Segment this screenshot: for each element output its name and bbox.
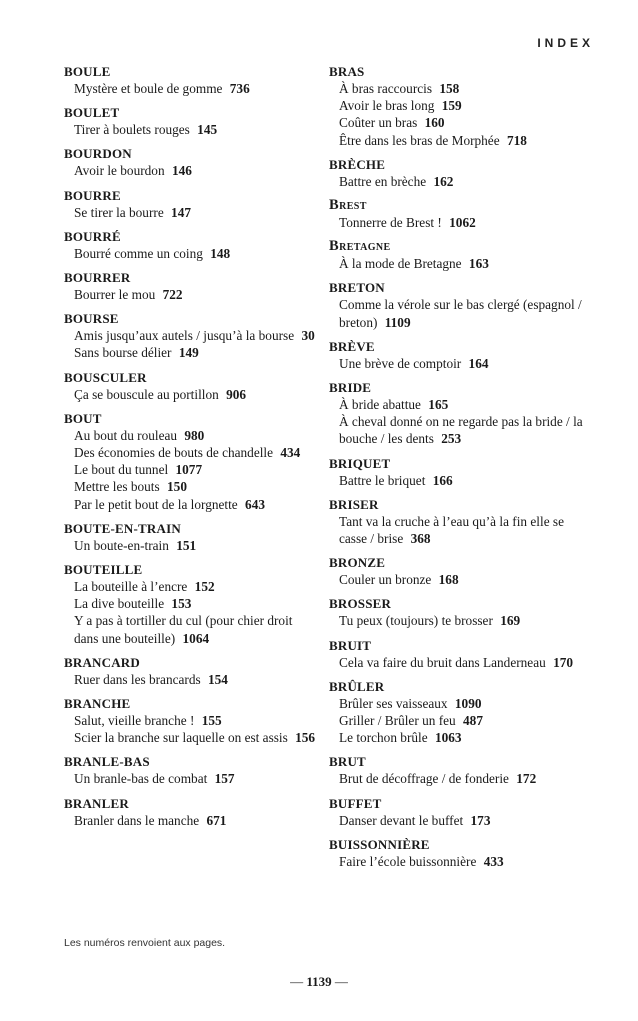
index-subentry (64, 245, 316, 262)
page-reference: 722 (162, 287, 183, 303)
index-subentry (64, 344, 316, 361)
subentry-text: Avoir le bras long (339, 98, 435, 114)
subentry-text: Faire l’école buissonnière (339, 853, 477, 869)
index-entry (64, 753, 316, 787)
index-headword: BOURDON (64, 146, 132, 162)
index-column-right (329, 63, 591, 877)
index-subentry (64, 671, 316, 688)
index-subentry (64, 386, 316, 403)
index-subentry (64, 770, 316, 787)
index-headword: Bretagne (329, 238, 391, 255)
index-subentry (329, 355, 591, 372)
index-headword: BOUT (64, 410, 102, 426)
page-reference: 487 (463, 713, 483, 729)
index-subentry (329, 571, 591, 588)
page-reference: 173 (470, 812, 491, 828)
page-reference: 172 (516, 771, 537, 787)
index-subentry (329, 296, 591, 330)
index-headword: BOURSE (64, 311, 119, 327)
index-subentry (64, 612, 316, 646)
subentry-text: Bourrer le mou (74, 287, 156, 303)
index-subentry (64, 812, 316, 829)
index-subentry (64, 121, 316, 138)
index-headword: Brest (329, 197, 367, 214)
index-entry (64, 228, 316, 262)
index-subentry (329, 396, 591, 413)
index-headword: BOURRE (64, 187, 121, 203)
index-subentry (64, 578, 316, 595)
index-headword: BOUTEILLE (64, 562, 143, 578)
index-entry (64, 520, 316, 554)
index-subentry (64, 729, 316, 746)
index-headword: BOUSCULER (64, 369, 147, 385)
page-reference: 253 (441, 431, 462, 447)
page-reference: 150 (167, 479, 187, 495)
index-subentry (329, 97, 591, 114)
subentry-text: Danser devant le buffet (339, 812, 464, 828)
index-subentry (329, 413, 591, 447)
subentry-text: Battre le briquet (339, 472, 426, 488)
subentry-text: Coûter un bras (339, 115, 418, 131)
index-headword: BUISSONNIÈRE (329, 836, 430, 852)
index-entry (329, 455, 591, 489)
index-subentry (64, 286, 316, 303)
index-subentry (329, 114, 591, 131)
subentry-text: Amis jusqu’aux autels / jusqu’à la bourse (74, 328, 295, 344)
subentry-text: Avoir le bourdon (74, 163, 165, 179)
page-reference: 906 (226, 386, 247, 402)
index-subentry (64, 327, 316, 344)
subentry-text: Un branle-bas de combat (74, 771, 208, 787)
page-reference: 159 (441, 98, 462, 114)
subentry-text: Comme la vérole sur le bas clergé (espagnol / breton) (339, 297, 582, 330)
index-subentry (64, 444, 316, 461)
subentry-text: Tu peux (toujours) te brosser (339, 613, 493, 629)
index-entry (329, 678, 591, 747)
page-reference: 160 (424, 115, 445, 131)
page-reference: 980 (184, 427, 205, 443)
page-reference: 147 (171, 204, 191, 220)
subentry-text: Ça se bouscule au portillon (74, 386, 219, 402)
subentry-text: Tirer à boulets rouges (74, 122, 190, 138)
index-entry (64, 795, 316, 829)
index-subentry (329, 654, 591, 671)
index-subentry (329, 612, 591, 629)
page-reference: 718 (506, 132, 527, 148)
page-reference: 148 (210, 245, 231, 261)
index-entry (329, 338, 591, 372)
page-reference: 368 (410, 531, 431, 547)
folio-dash-left: — (290, 974, 304, 989)
index-entry (64, 695, 316, 746)
index-headword: BRANCHE (64, 696, 131, 712)
page-reference: 1090 (454, 695, 482, 711)
index-headword: BRÛLER (329, 678, 385, 694)
page-reference: 1077 (175, 462, 203, 478)
index-headword: BRIQUET (329, 455, 391, 471)
page-reference: 168 (438, 572, 459, 588)
page-reference: 1064 (182, 630, 210, 646)
subentry-text: Cela va faire du bruit dans Landerneau (339, 654, 546, 670)
page-reference: 165 (428, 397, 449, 413)
index-headword: BRÈVE (329, 338, 375, 354)
index-entry (329, 197, 591, 231)
subentry-text: Bourré comme un coing (74, 245, 203, 261)
index-subentry (329, 472, 591, 489)
index-entry (329, 836, 591, 870)
subentry-text: Se tirer la bourre (74, 204, 164, 220)
index-subentry (329, 812, 591, 829)
index-subentry (329, 729, 591, 746)
page-reference: 671 (206, 812, 227, 828)
subentry-text: Brûler ses vaisseaux (339, 695, 448, 711)
index-entry (64, 63, 316, 97)
index-headword: BRÈCHE (329, 156, 386, 172)
subentry-text: Une brève de comptoir (339, 355, 462, 371)
index-entry (64, 310, 316, 361)
subentry-text: Battre en brèche (339, 173, 427, 189)
index-subentry (329, 255, 591, 272)
index-subentry (64, 461, 316, 478)
index-subentry (329, 695, 591, 712)
subentry-text: Tant va la cruche à l’eau qu’à la fin elle se casse / brise (339, 513, 564, 547)
subentry-text: Brut de décoffrage / de fonderie (339, 771, 509, 787)
subentry-text: Sans bourse délier (74, 345, 172, 361)
folio-dash-right: — (334, 974, 348, 989)
subentry-text: Tonnerre de Brest ! (339, 215, 442, 231)
page-reference: 149 (178, 345, 199, 361)
page-reference: 156 (295, 730, 316, 746)
index-entry (329, 279, 591, 330)
index-entry (329, 63, 591, 149)
index-subentry (64, 204, 316, 221)
index-subentry (329, 80, 591, 97)
subentry-text: Le bout du tunnel (74, 462, 169, 478)
page-reference: 736 (229, 81, 250, 96)
index-subentry (329, 173, 591, 190)
subentry-text: Griller / Brûler un feu (339, 713, 456, 729)
index-entry (329, 156, 591, 190)
index-subentry (329, 853, 591, 870)
index-subentry (329, 513, 591, 547)
index-column-left (64, 63, 316, 836)
page-reference: 145 (197, 122, 218, 138)
page-reference: 30 (301, 328, 315, 344)
subentry-text: Mystère et boule de gomme (74, 81, 223, 96)
running-head: INDEX (537, 36, 594, 50)
index-headword: BRONZE (329, 555, 386, 571)
index-subentry (64, 427, 316, 444)
subentry-text: La bouteille à l’encre (74, 579, 188, 595)
index-subentry (64, 162, 316, 179)
subentry-text: Couler un bronze (339, 572, 432, 588)
subentry-text: Un boute-en-train (74, 537, 169, 553)
index-headword: BRETON (329, 280, 385, 296)
subentry-text: Par le petit bout de la lorgnette (74, 496, 238, 512)
index-subentry (329, 770, 591, 787)
index-headword: BOUTE-EN-TRAIN (64, 520, 181, 536)
page-reference: 170 (553, 654, 574, 670)
subentry-text: À bras raccourcis (339, 81, 433, 96)
index-subentry (329, 132, 591, 149)
page-reference: 1109 (384, 314, 411, 330)
page-reference: 158 (439, 81, 460, 96)
index-headword: BRANCARD (64, 654, 140, 670)
index-entry (329, 496, 591, 547)
page-folio (0, 974, 638, 990)
page-reference: 166 (432, 472, 453, 488)
page-reference: 157 (214, 771, 235, 787)
page-reference: 163 (468, 256, 489, 272)
index-headword: BRUT (329, 754, 366, 770)
index-headword: BRISER (329, 496, 379, 512)
subentry-text: Le torchon brûle (339, 730, 428, 746)
subentry-text: Salut, vieille branche ! (74, 713, 195, 729)
subentry-text: Au bout du rouleau (74, 427, 178, 443)
subentry-text: Scier la branche sur laquelle on est assis (74, 730, 288, 746)
subentry-text: Être dans les bras de Morphée (339, 132, 500, 148)
page-reference: 162 (433, 173, 454, 189)
index-subentry (64, 537, 316, 554)
index-entry (64, 269, 316, 303)
index-headword: BRAS (329, 64, 365, 79)
index-entry (64, 104, 316, 138)
index-subentry (64, 496, 316, 513)
index-headword: BRUIT (329, 637, 372, 653)
subentry-text: Mettre les bouts (74, 479, 160, 495)
index-entry (64, 561, 316, 647)
page-reference: 1063 (434, 730, 462, 746)
page-reference: 151 (176, 537, 197, 553)
index-subentry (64, 478, 316, 495)
index-subentry (329, 214, 591, 231)
subentry-text: À bride abattue (339, 397, 421, 413)
index-subentry (329, 712, 591, 729)
index-entry (329, 637, 591, 671)
index-headword: BUFFET (329, 795, 382, 811)
index-entry (64, 410, 316, 513)
index-entry (329, 379, 591, 448)
index-headword: BRIDE (329, 380, 372, 396)
subentry-text: À cheval donné on ne regarde pas la bride / la bouche / les dents (339, 414, 583, 447)
index-entry (64, 369, 316, 403)
index-entry (329, 795, 591, 829)
footnote: Les numéros renvoient aux pages. (64, 937, 226, 949)
index-headword: BOULE (64, 64, 111, 79)
index-entry (329, 595, 591, 629)
page-reference: 146 (171, 163, 192, 179)
index-headword: BOURRÉ (64, 228, 121, 244)
page-reference: 1062 (449, 215, 476, 231)
index-headword: BROSSER (329, 596, 392, 612)
page-reference: 433 (483, 853, 504, 869)
subentry-text: Y a pas à tortiller du cul (pour chier droit dans une bouteille) (74, 613, 293, 646)
index-entry (64, 654, 316, 688)
subentry-text: Des économies de bouts de chandelle (74, 445, 274, 461)
page-reference: 154 (207, 671, 228, 687)
subentry-text: À la mode de Bretagne (339, 256, 462, 272)
subentry-text: Ruer dans les brancards (74, 671, 201, 687)
page-reference: 164 (468, 355, 489, 371)
page-reference: 155 (201, 713, 222, 729)
index-entry (64, 187, 316, 221)
subentry-text: La dive bouteille (74, 596, 165, 612)
page-reference: 152 (194, 579, 215, 595)
index-headword: BOULET (64, 105, 120, 121)
index-headword: BOURRER (64, 270, 131, 286)
index-entry (64, 145, 316, 179)
index-headword: BRANLER (64, 795, 129, 811)
index-headword: BRANLE-BAS (64, 754, 150, 770)
index-entry (329, 554, 591, 588)
page-number: 1139 (306, 974, 332, 989)
index-entry (329, 753, 591, 787)
index-entry (329, 238, 591, 272)
subentry-text: Branler dans le manche (74, 812, 200, 828)
page-reference: 643 (245, 496, 265, 512)
page-reference: 153 (171, 596, 192, 612)
index-subentry (64, 712, 316, 729)
page-reference: 169 (500, 613, 521, 629)
page-reference: 434 (280, 445, 301, 461)
index-subentry (64, 80, 316, 97)
index-subentry (64, 595, 316, 612)
